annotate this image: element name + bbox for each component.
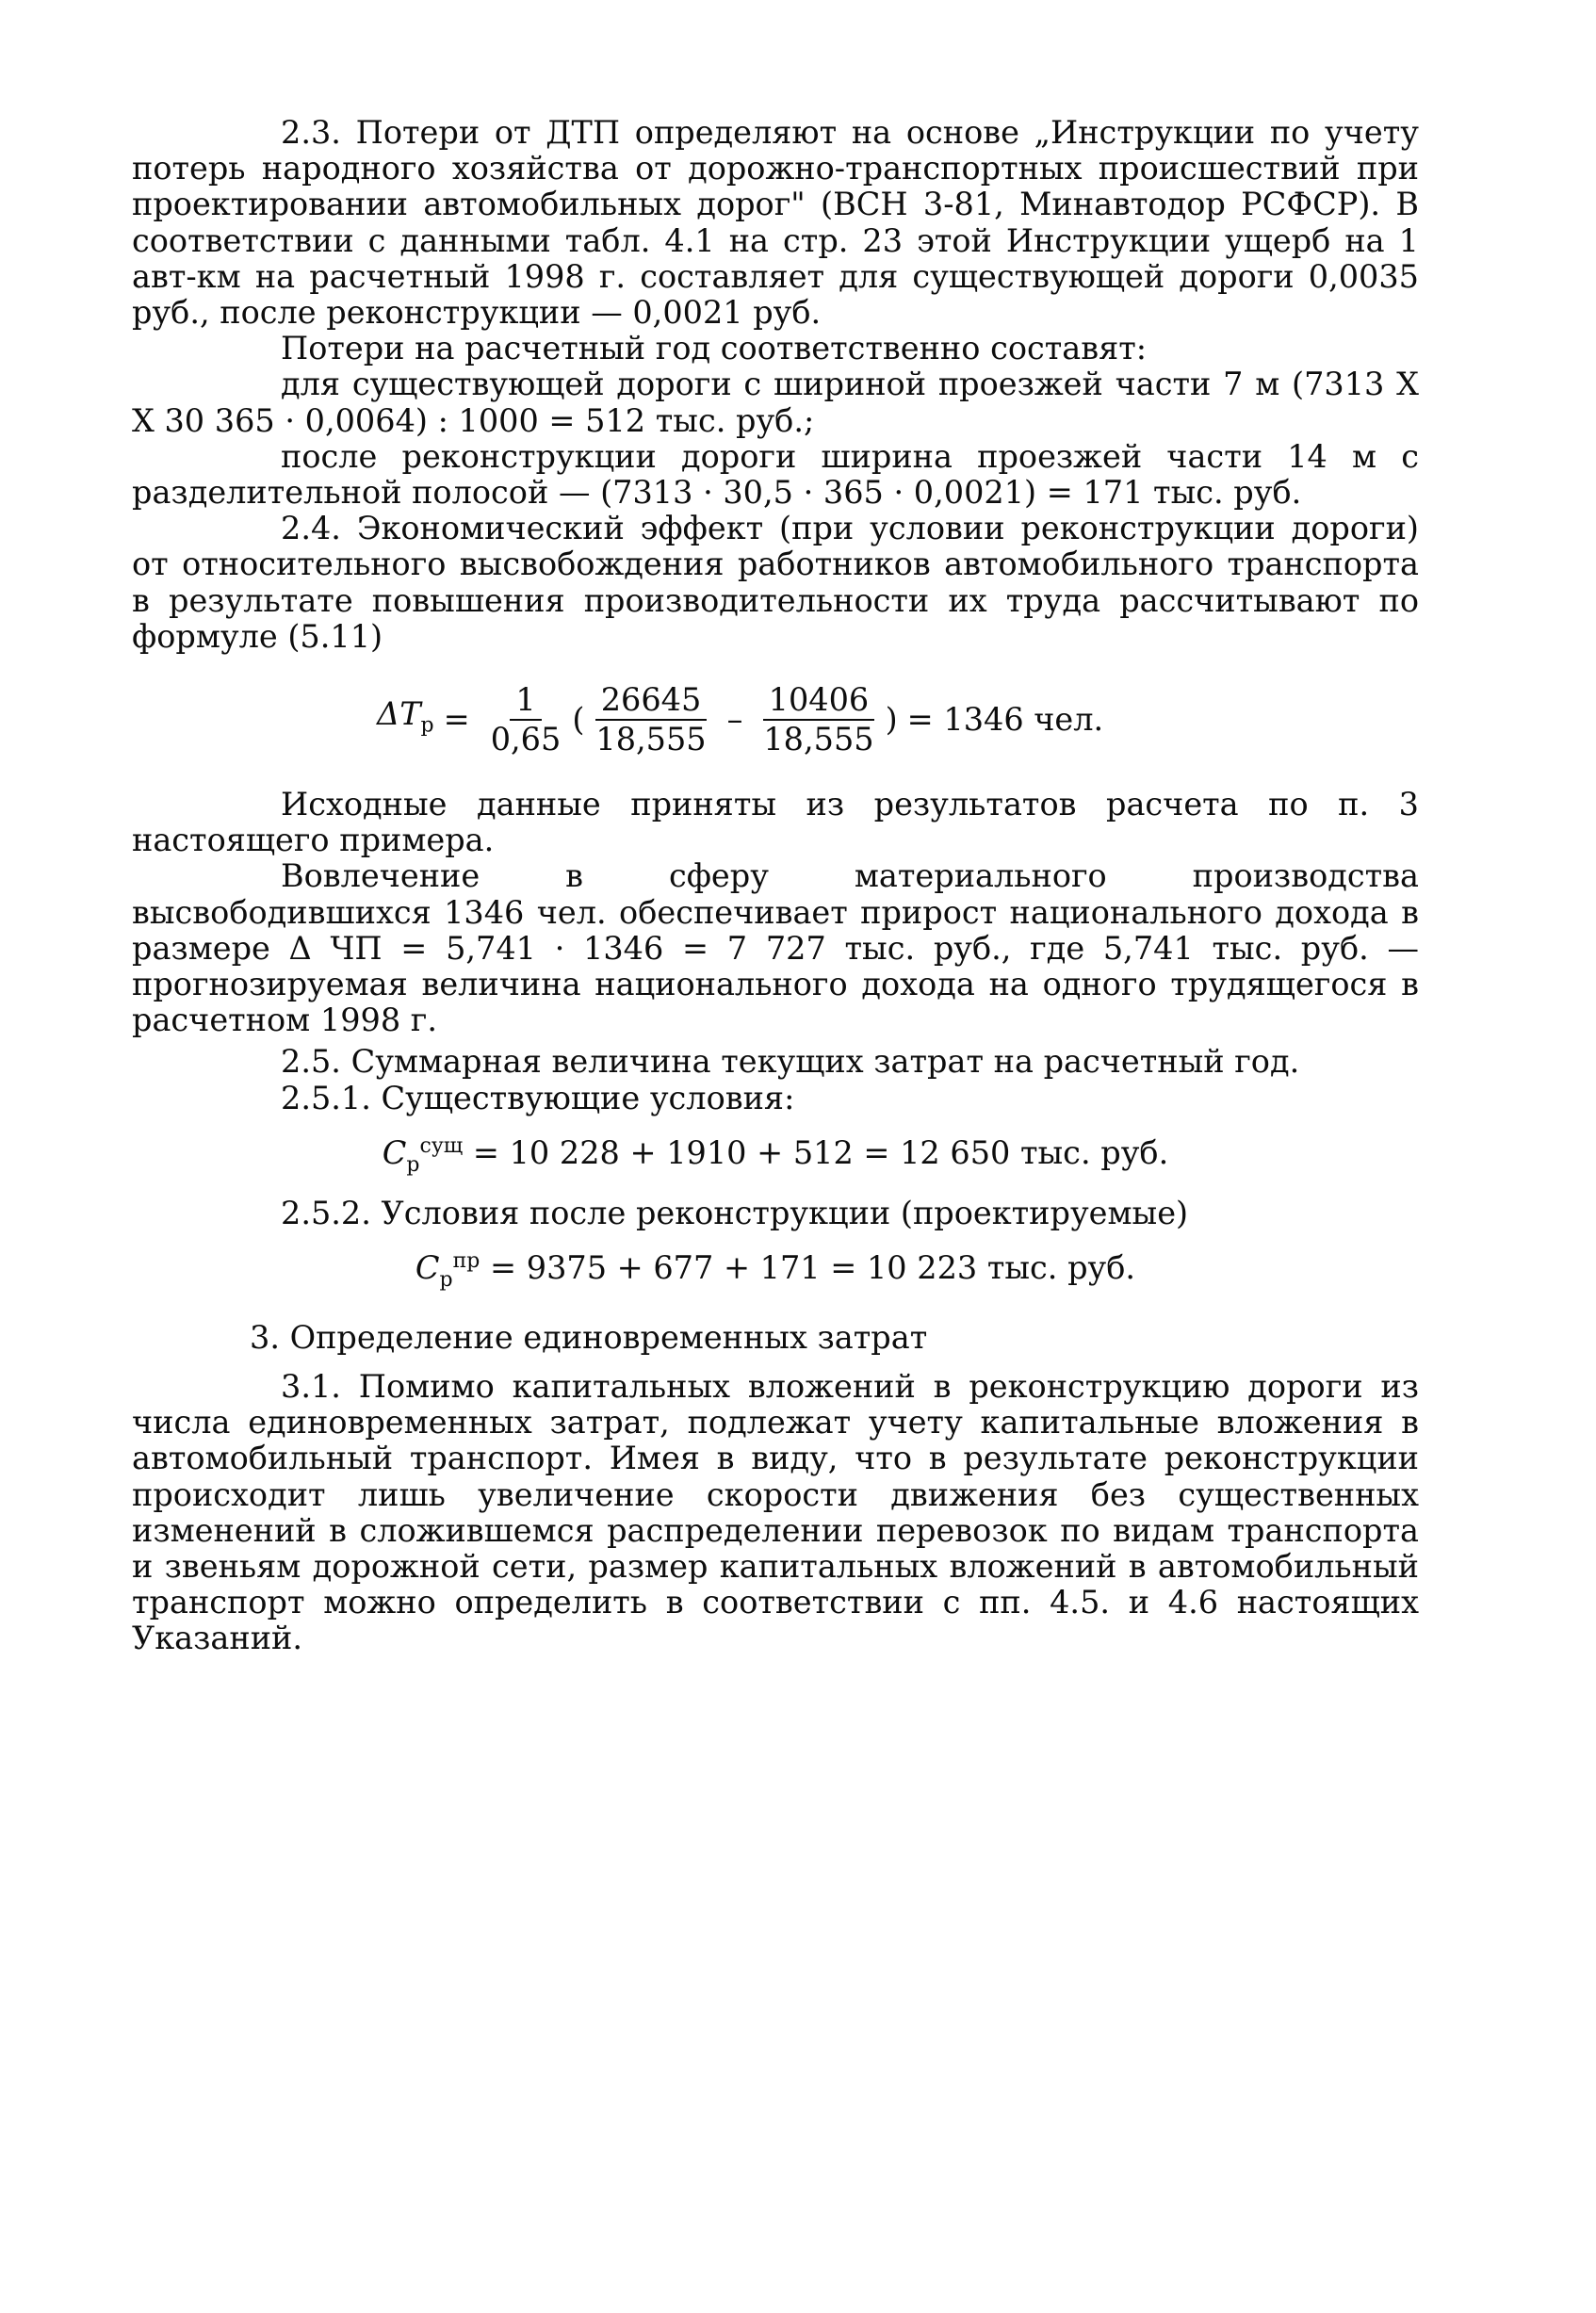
fraction-2-numerator: 26645 [595,681,708,721]
eq-existing-subscript: р [406,1152,420,1177]
fraction-3-denominator: 18,555 [763,721,874,758]
involvement-paragraph: Вовлечение в сферу материального производства высвободившихся 1346 чел. обеспечивает прирост национального дохода в размере Δ ЧП = 5,741 · 1346 = 7 727 тыс. руб., где 5,741 тыс. руб. — прогнозируемая величина национального дохода на одного трудящегося в расчетном 1998 г. [132,857,1419,1039]
formula-fraction-2 [590,681,711,758]
eq-project-superscript: пр [452,1248,480,1273]
formula-open-paren: ( [572,700,585,738]
document-page [132,115,1419,1657]
formula-minus: – [726,700,743,738]
paragraph-2-5-1: 2.5.1. Существующие условия: [281,1079,795,1116]
paragraph-2-5: 2.5. Суммарная величина текущих затрат на расчетный год. [281,1043,1300,1081]
eq-project-subscript: р [439,1267,453,1292]
formula-close-paren: ) [885,700,898,738]
fraction-1-numerator: 1 [510,681,541,721]
paragraph-2-4: 2.4. Экономический эффект (при условии реконструкции дороги) от относительного высвобождения работников автомобильного транспорта в результате повышения производительности их труда рассчитывают по формуле (5.11) [132,510,1419,655]
eq-project-rhs: = 9375 + 677 + 171 = 10 223 тыс. руб. [490,1249,1136,1287]
losses-after-reconstruction: после реконструкции дороги ширина проезжей части 14 м с разделительной полосой — (7313 · 30,5 · 365 · 0,0021) = 171 тыс. руб. [132,437,1419,512]
source-data-note: Исходные данные приняты из результатов расчета по п. 3 настоящего примера. [132,786,1419,859]
eq-existing-superscript: сущ [419,1133,464,1158]
formula-fraction-1 [485,681,567,758]
losses-intro: Потери на расчетный год соответственно составят: [281,330,1148,367]
formula-fraction-3 [757,681,879,758]
formula-lhs-subscript: р [420,713,434,738]
paragraph-2-3: 2.3. Потери от ДТП определяют на основе „Инструкции по учету потерь народного хозяйства от дорожно-транспортных происшествий при проектировании автомобильных дорог" (ВСН 3-81, Минавтодор РСФСР). В соответствии с данными табл. 4.1 на стр. 23 этой Инструкции ущерб на 1 авт-км на расчетный 1998 г. составляет для существующей дороги 0,0035 руб., после реконструкции — 0,0021 руб. [132,114,1419,332]
formula-lhs-symbol: ΔT [377,694,421,732]
paragraph-2-5-2: 2.5.2. Условия после реконструкции (проектируемые) [281,1194,1189,1231]
equation-existing-costs [132,1124,1419,1188]
formula-lhs [377,696,434,744]
formula-5-11 [377,681,1419,758]
eq-existing-symbol: C [382,1134,407,1172]
paragraph-3-1: 3.1. Помимо капитальных вложений в реконструкцию дороги из числа единовременных затрат, подлежат учету капитальные вложения в автомобильный транспорт. Имея в виду, что в результате реконструкции происходит лишь увеличение скорости движения без существенных изменений в сложившемся распределении перевозок по видам транспорта и звеньям дорожной сети, размер капитальных вложений в автомобильный транспорт можно определить в соответствии с пп. 4.5. и 4.6 настоящих Указаний. [132,1367,1419,1657]
fraction-2-denominator: 18,555 [595,721,707,758]
formula-equals: = [443,700,470,738]
equation-project-costs [132,1239,1419,1303]
formula-result: = 1346 чел. [906,700,1104,738]
eq-project-symbol: C [415,1249,440,1287]
section-3-heading: 3. Определение единовременных затрат [250,1318,928,1356]
fraction-1-denominator: 0,65 [490,721,562,758]
eq-existing-rhs: = 10 228 + 1910 + 512 = 12 650 тыс. руб. [472,1134,1169,1172]
losses-existing-road: для существующей дороги с шириной проезжей части 7 м (7313 X X 30 365 · 0,0064) : 1000 = 512 тыс. руб.; [132,366,1419,439]
fraction-3-numerator: 10406 [763,681,875,721]
